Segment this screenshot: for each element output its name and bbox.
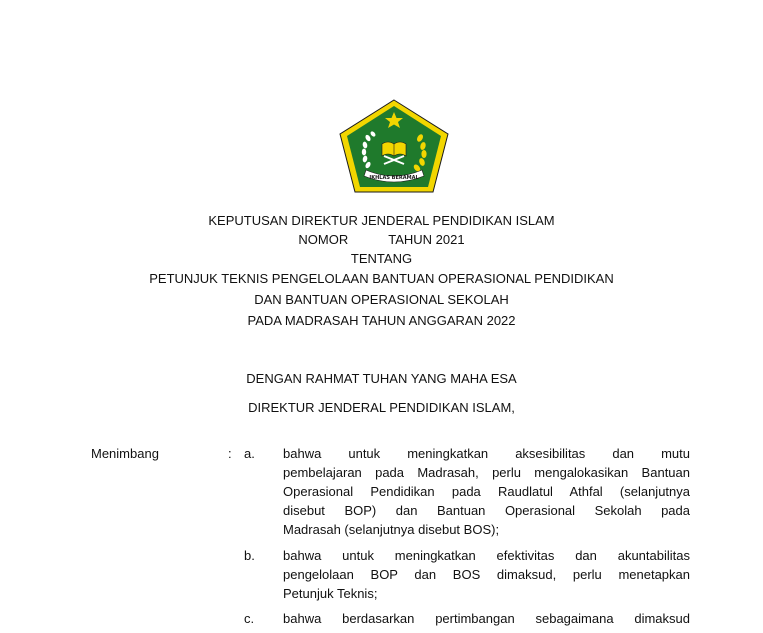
item-b-text (283, 546, 690, 603)
subject-line-3: PADA MADRASAH TAHUN ANGGARAN 2022 (247, 313, 516, 328)
decree-number-line (0, 230, 763, 249)
item-a-text (283, 444, 690, 539)
tahun-label: TAHUN 2021 (388, 232, 465, 247)
item-b-line: pengelolaan BOP dan BOS dimaksud, perlu menetapkan (283, 567, 690, 582)
nomor-label: NOMOR (298, 232, 349, 247)
item-a-line: Madrasah (selanjutnya disebut BOS); (283, 522, 500, 537)
decree-title: KEPUTUSAN DIREKTUR JENDERAL PENDIDIKAN ISLAM (208, 213, 555, 228)
subject-line-1: PETUNJUK TEKNIS PENGELOLAAN BANTUAN OPERASIONAL PENDIDIKAN (149, 271, 614, 286)
item-b-line: bahwa untuk meningkatkan efektivitas dan akuntabilitas (283, 548, 690, 563)
preamble-direktur: DIREKTUR JENDERAL PENDIDIKAN ISLAM, (248, 400, 515, 415)
menimbang-colon: : (228, 446, 232, 461)
item-c-text (283, 609, 690, 628)
item-a-line: Operasional Pendidikan pada Raudlatul Athfal (selanjutnya (283, 484, 690, 499)
item-a-line: bahwa untuk meningkatkan aksesibilitas dan mutu (283, 446, 690, 461)
item-b-letter: b. (244, 548, 255, 563)
menimbang-label: Menimbang (91, 446, 159, 461)
tentang-label: TENTANG (350, 251, 413, 266)
preamble-rahmat: DENGAN RAHMAT TUHAN YANG MAHA ESA (246, 371, 517, 386)
item-c-line: bahwa berdasarkan pertimbangan sebagaimana dimaksud (283, 611, 690, 626)
kemenag-emblem-icon (338, 98, 450, 194)
emblem-motto: IKHLAS BERAMAL (369, 175, 419, 181)
item-a-line: disebut BOP) dan Bantuan Operasional Sekolah pada (283, 503, 690, 518)
item-b-line: Petunjuk Teknis; (283, 586, 378, 601)
item-c-letter: c. (244, 611, 255, 626)
item-a-line: pembelajaran pada Madrasah, perlu mengalokasikan Bantuan (283, 465, 690, 480)
subject-line-2: DAN BANTUAN OPERASIONAL SEKOLAH (254, 292, 509, 307)
item-a-letter: a. (244, 446, 255, 461)
